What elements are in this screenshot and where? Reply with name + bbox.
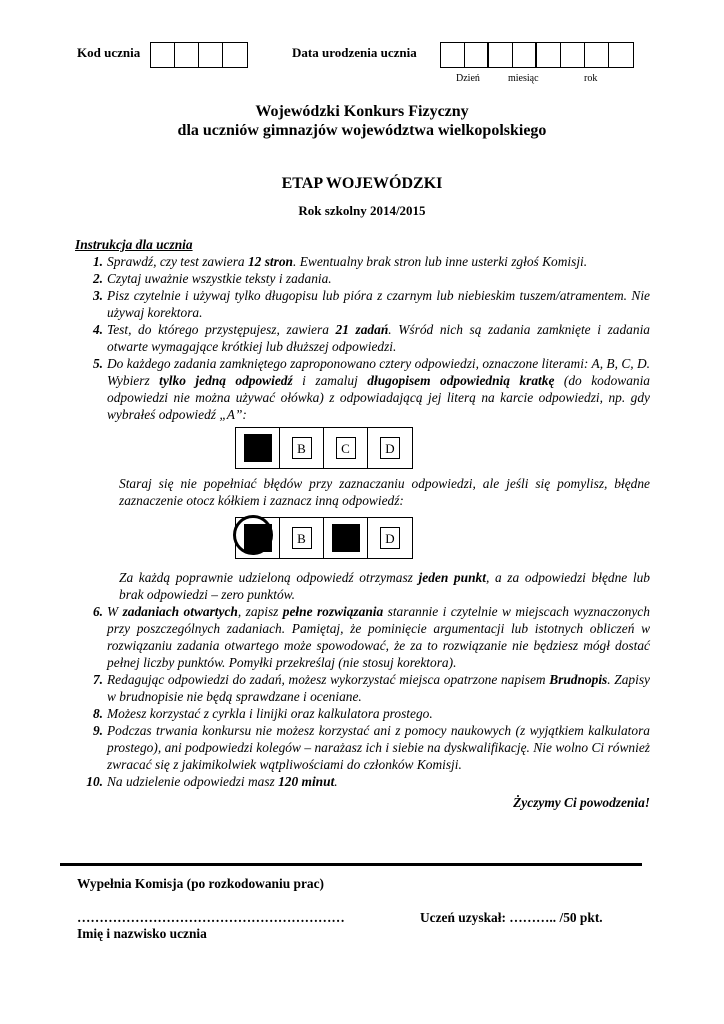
school-year: Rok szkolny 2014/2015 xyxy=(298,203,426,218)
example-2-wrap xyxy=(75,515,650,567)
item-number: 4. xyxy=(92,322,103,337)
answer-example-1 xyxy=(235,427,413,469)
instruction-item xyxy=(83,287,650,321)
instructions xyxy=(75,236,650,811)
item-bold: tylko jedną odpowiedź xyxy=(159,373,293,388)
instruction-item xyxy=(83,705,650,722)
data-urodzenia-label: Data urodzenia ucznia xyxy=(292,45,417,60)
answer-letter: D xyxy=(380,527,400,549)
dzien-label: Dzień xyxy=(456,73,480,84)
correction-circle xyxy=(233,515,273,555)
answer-box-d xyxy=(368,428,412,468)
komisja-label: Wypełnia Komisja (po rozkodowaniu prac) xyxy=(77,876,325,891)
item-bold: 21 zadań xyxy=(335,322,389,337)
correction-note: Staraj się nie popełniać błędów przy zaznaczaniu odpowiedzi, ale jeśli się pomylisz, błędne zaznaczenie otocz kółkiem i zaznacz inną odpowiedź: xyxy=(119,476,650,508)
item-text: W xyxy=(107,604,123,619)
item-text: Redagując odpowiedzi do zadań, możesz wykorzystać miejsca opatrzone napisem xyxy=(107,672,550,687)
item-number: 3. xyxy=(92,288,103,303)
filled-mark xyxy=(332,524,360,552)
answer-box-b xyxy=(280,428,324,468)
item-bold: 12 stron xyxy=(247,254,294,269)
data-urodzenia-boxes[interactable] xyxy=(440,42,634,68)
item-number: 5. xyxy=(92,356,103,371)
answer-box-a xyxy=(236,428,280,468)
example-1-wrap xyxy=(75,427,650,475)
item-number: 8. xyxy=(92,706,103,721)
separator-rule xyxy=(60,863,642,866)
answer-letter: C xyxy=(336,437,356,459)
contest-title: Wojewódzki Konkurs Fizyczny xyxy=(255,103,469,120)
item-text: , zapisz xyxy=(237,604,283,619)
scoring-note xyxy=(75,569,650,603)
item-text: Czytaj uważnie wszystkie teksty i zadania. xyxy=(107,271,332,286)
instruction-item xyxy=(83,270,650,287)
item-number: 2. xyxy=(92,271,103,286)
answer-letter: B xyxy=(292,437,312,459)
item-text: . xyxy=(334,774,338,789)
item-bold: pełne rozwiązania xyxy=(282,604,384,619)
item-text: Do każdego zadania zamkniętego zaproponowano cztery odpowiedzi, oznaczone literami: A, B, C, D. Wybierz xyxy=(107,356,650,388)
miesiac-label: miesiąc xyxy=(508,73,539,84)
item-text: Możesz korzystać z cyrkla i linijki oraz kalkulatora prostego. xyxy=(107,706,433,721)
item-bold: zadaniach otwartych xyxy=(122,604,238,619)
answer-box-b xyxy=(280,518,324,558)
item-number: 10. xyxy=(86,774,103,789)
instruction-item xyxy=(83,722,650,773)
answer-letter: D xyxy=(380,437,400,459)
item-text: , a za odpowiedzi błędne lub brak odpowiedzi – zero punktów. xyxy=(119,570,650,602)
stage-title: ETAP WOJEWÓDZKI xyxy=(281,175,443,192)
instructions-heading: Instrukcja dla ucznia xyxy=(75,237,193,252)
item-number: 6. xyxy=(92,604,103,619)
contest-subtitle: dla uczniów gimnazjów województwa wielkopolskiego xyxy=(177,122,547,139)
item-text: Sprawdź, czy test zawiera xyxy=(107,254,248,269)
rok-label: rok xyxy=(584,73,598,84)
item-bold: Brudnopis xyxy=(549,672,608,687)
item-number: 1. xyxy=(92,254,103,269)
answer-letter: B xyxy=(292,527,312,549)
score-field[interactable]: Uczeń uzyskał: ……….. /50 pkt. xyxy=(420,910,603,925)
item-text: . Wśród nich są zadania zamknięte i zadania otwarte wymagające krótkiej lub dłuższej odpowiedzi. xyxy=(107,322,650,354)
instruction-item xyxy=(83,355,650,423)
filled-mark xyxy=(244,434,272,462)
item-text: Test, do którego przystępujesz, zawiera xyxy=(107,322,336,337)
item-text: . Zapisy w brudnopisie nie będą sprawdzane i oceniane. xyxy=(107,672,650,704)
answer-box-a xyxy=(236,518,280,558)
kod-ucznia-boxes[interactable] xyxy=(150,42,248,68)
item-text: (do kodowania odpowiedzi nie można używać ołówka) z odpowiadającą jej literą na karcie odpowiedzi, np. gdy wybrałeś odpowiedź „A”: xyxy=(107,373,650,422)
name-dotted-line[interactable]: …………………………………………………… xyxy=(77,910,345,925)
item-text: Za każdą poprawnie udzieloną odpowiedź otrzymasz xyxy=(119,570,419,585)
item-number: 7. xyxy=(92,672,103,687)
answer-box-c xyxy=(324,518,368,558)
kod-ucznia-label: Kod ucznia xyxy=(77,45,141,60)
item-text: i zamaluj xyxy=(292,373,368,388)
instruction-item xyxy=(83,253,650,270)
good-luck: Życzymy Ci powodzenia! xyxy=(513,795,650,810)
instruction-item xyxy=(83,321,650,355)
item-text: . Ewentualny brak stron lub inne usterki zgłoś Komisji. xyxy=(293,254,588,269)
instruction-item xyxy=(83,773,650,790)
item-bold: jeden punkt xyxy=(418,570,486,585)
item-text: Podczas trwania konkursu nie możesz korzystać ani z pomocy naukowych (z wyjątkiem kalkulatora prostego), ani podpowiedzi kolegów – narażasz ich i siebie na dyskwalifikację. Nie wolno Ci również zwracać się z jakimikolwiek wątpliwościami do członków Komisji. xyxy=(107,723,650,772)
item-bold: długopisem odpowiednią kratkę xyxy=(367,373,555,388)
item-number: 9. xyxy=(92,723,103,738)
item-text: Na udzielenie odpowiedzi masz xyxy=(107,774,279,789)
item-bold: 120 minut xyxy=(278,774,335,789)
answer-box-c xyxy=(324,428,368,468)
item-text: starannie i czytelnie w miejscach wyznaczonych przy poszczególnych zadaniach. Pamiętaj, że pominięcie argumentacji lub istotnych obliczeń w rozwiązaniu zadania otwartego może spowodować, że za to rozwiązanie nie będziesz mógł dostać pełnej liczby punktów. Pomyłki przekreślaj (nie stosuj korektora). xyxy=(107,604,650,670)
answer-example-2 xyxy=(235,517,413,559)
answer-box-d xyxy=(368,518,412,558)
instruction-item xyxy=(83,603,650,671)
instruction-item xyxy=(83,671,650,705)
name-label: Imię i nazwisko ucznia xyxy=(77,926,207,941)
item-text: Pisz czytelnie i używaj tylko długopisu lub pióra z czarnym lub niebieskim tuszem/atramentem. Nie używaj korektora. xyxy=(107,288,650,320)
